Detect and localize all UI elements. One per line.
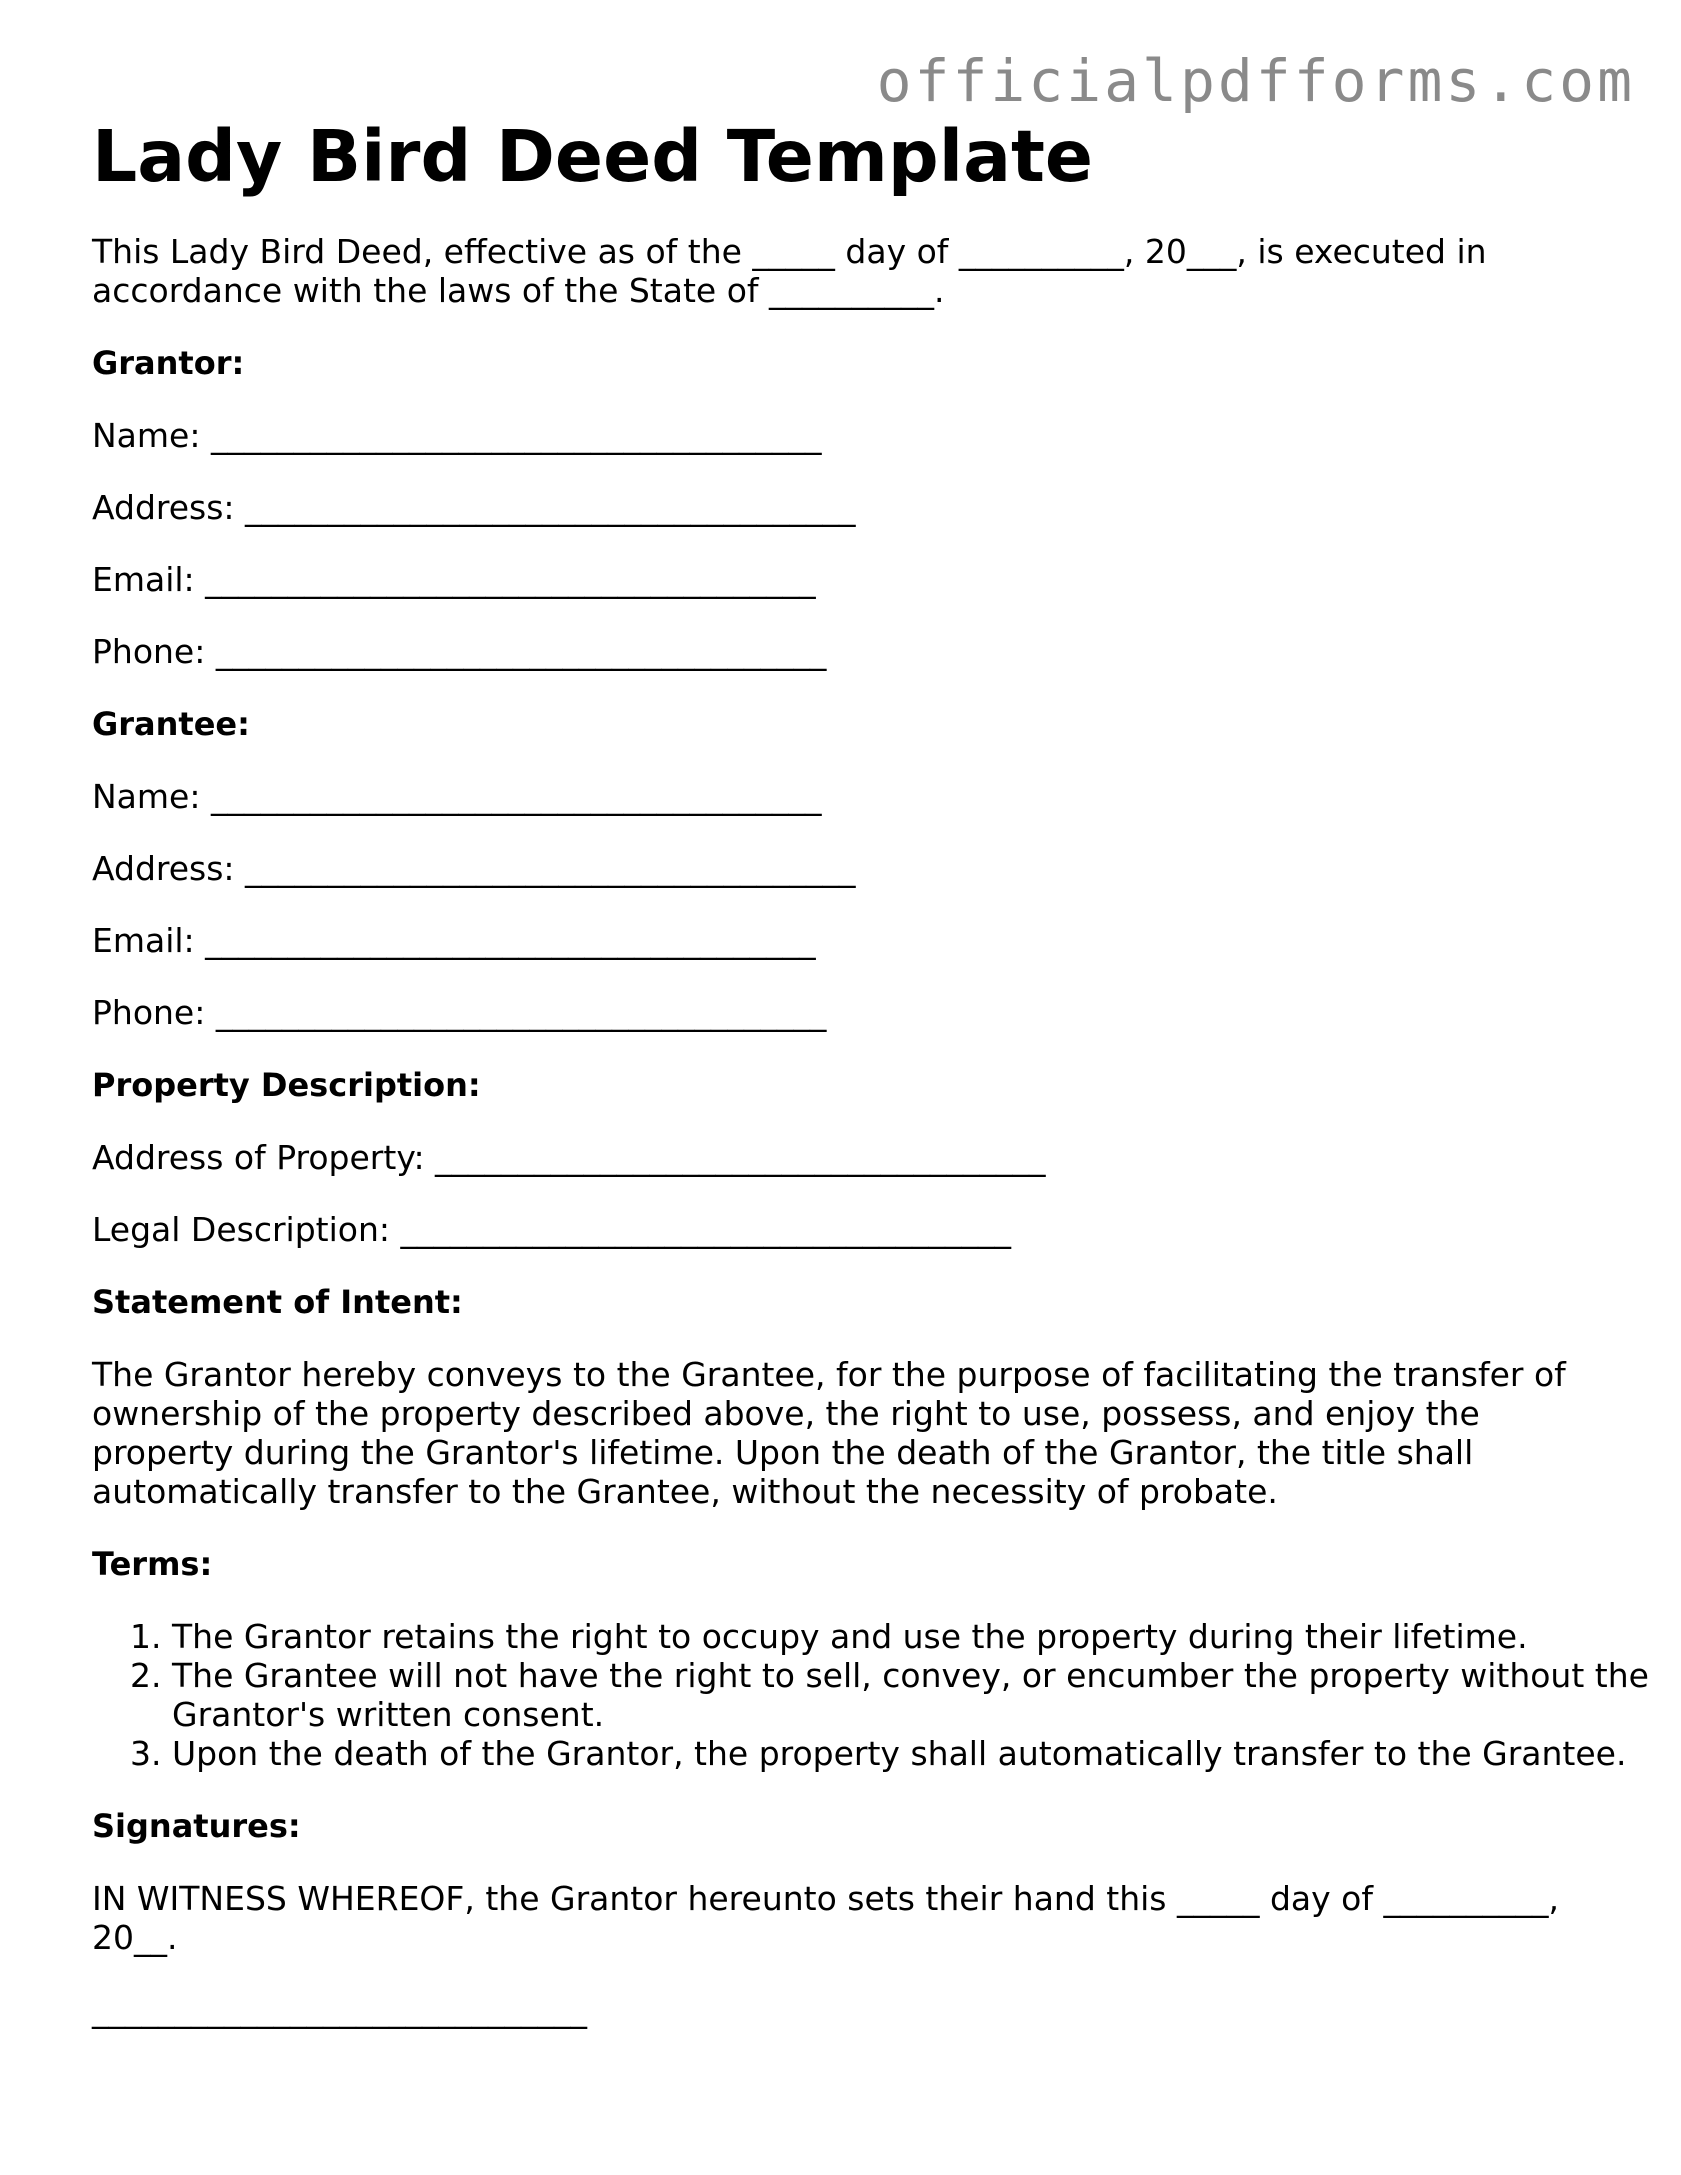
property-section xyxy=(92,1066,1592,1249)
grantee-name-field: Name: _____________________________________ xyxy=(92,776,822,816)
intro-paragraph: This Lady Bird Deed, effective as of the _____ day of __________, 20___, is executed in accordance with the laws of the State of __________. xyxy=(92,231,1487,310)
grantee-phone-field: Phone: _____________________________________ xyxy=(92,992,827,1032)
grantor-address-field: Address: _____________________________________ xyxy=(92,487,856,527)
intent-section xyxy=(92,1283,1592,1511)
terms-item: 2. The Grantee will not have the right to sell, convey, or encumber the property without the Grantor's written consent. xyxy=(172,1656,1652,1734)
intent-heading: Statement of Intent: xyxy=(92,1282,463,1321)
grantee-heading: Grantee: xyxy=(92,704,250,743)
watermark: officialpdfforms.com xyxy=(876,47,1635,115)
property-address-field: Address of Property: _____________________________________ xyxy=(92,1137,1046,1177)
signatures-section xyxy=(92,1807,1592,2029)
grantor-section xyxy=(92,344,1592,671)
intent-paragraph: The Grantor hereby conveys to the Grantee, for the purpose of facilitating the transfer of ownership of the property described above, the right to use, possess, and enjoy the property during the Grantor's lifetime. Upon the death of the Grantor, the title shall automatically transfer to the Grantee, without the necessity of probate. xyxy=(92,1354,1566,1511)
grantee-section xyxy=(92,705,1592,1032)
terms-item: 1. The Grantor retains the right to occupy and use the property during their lifetime. xyxy=(172,1617,1652,1656)
property-heading: Property Description: xyxy=(92,1065,481,1104)
terms-section xyxy=(92,1544,1649,1773)
legal-description-field: Legal Description: _____________________________________ xyxy=(92,1209,1011,1249)
page-title: Lady Bird Deed Template xyxy=(92,115,1094,198)
terms-item: 3. Upon the death of the Grantor, the property shall automatically transfer to the Grantee. xyxy=(172,1734,1652,1773)
grantor-heading: Grantor: xyxy=(92,343,245,382)
grantor-phone-field: Phone: _____________________________________ xyxy=(92,631,827,671)
document-page xyxy=(92,115,1649,2029)
grantee-address-field: Address: _____________________________________ xyxy=(92,848,856,888)
grantor-name-field: Name: _____________________________________ xyxy=(92,415,822,455)
signature-line: ______________________________ xyxy=(92,1989,587,2029)
grantor-email-field: Email: _____________________________________ xyxy=(92,559,816,599)
grantee-email-field: Email: _____________________________________ xyxy=(92,920,816,960)
signatures-heading: Signatures: xyxy=(92,1806,301,1845)
witness-paragraph: IN WITNESS WHEREOF, the Grantor hereunto sets their hand this _____ day of __________, 20__. xyxy=(92,1878,1559,1957)
terms-heading: Terms: xyxy=(92,1544,213,1583)
terms-list xyxy=(92,1617,1652,1773)
